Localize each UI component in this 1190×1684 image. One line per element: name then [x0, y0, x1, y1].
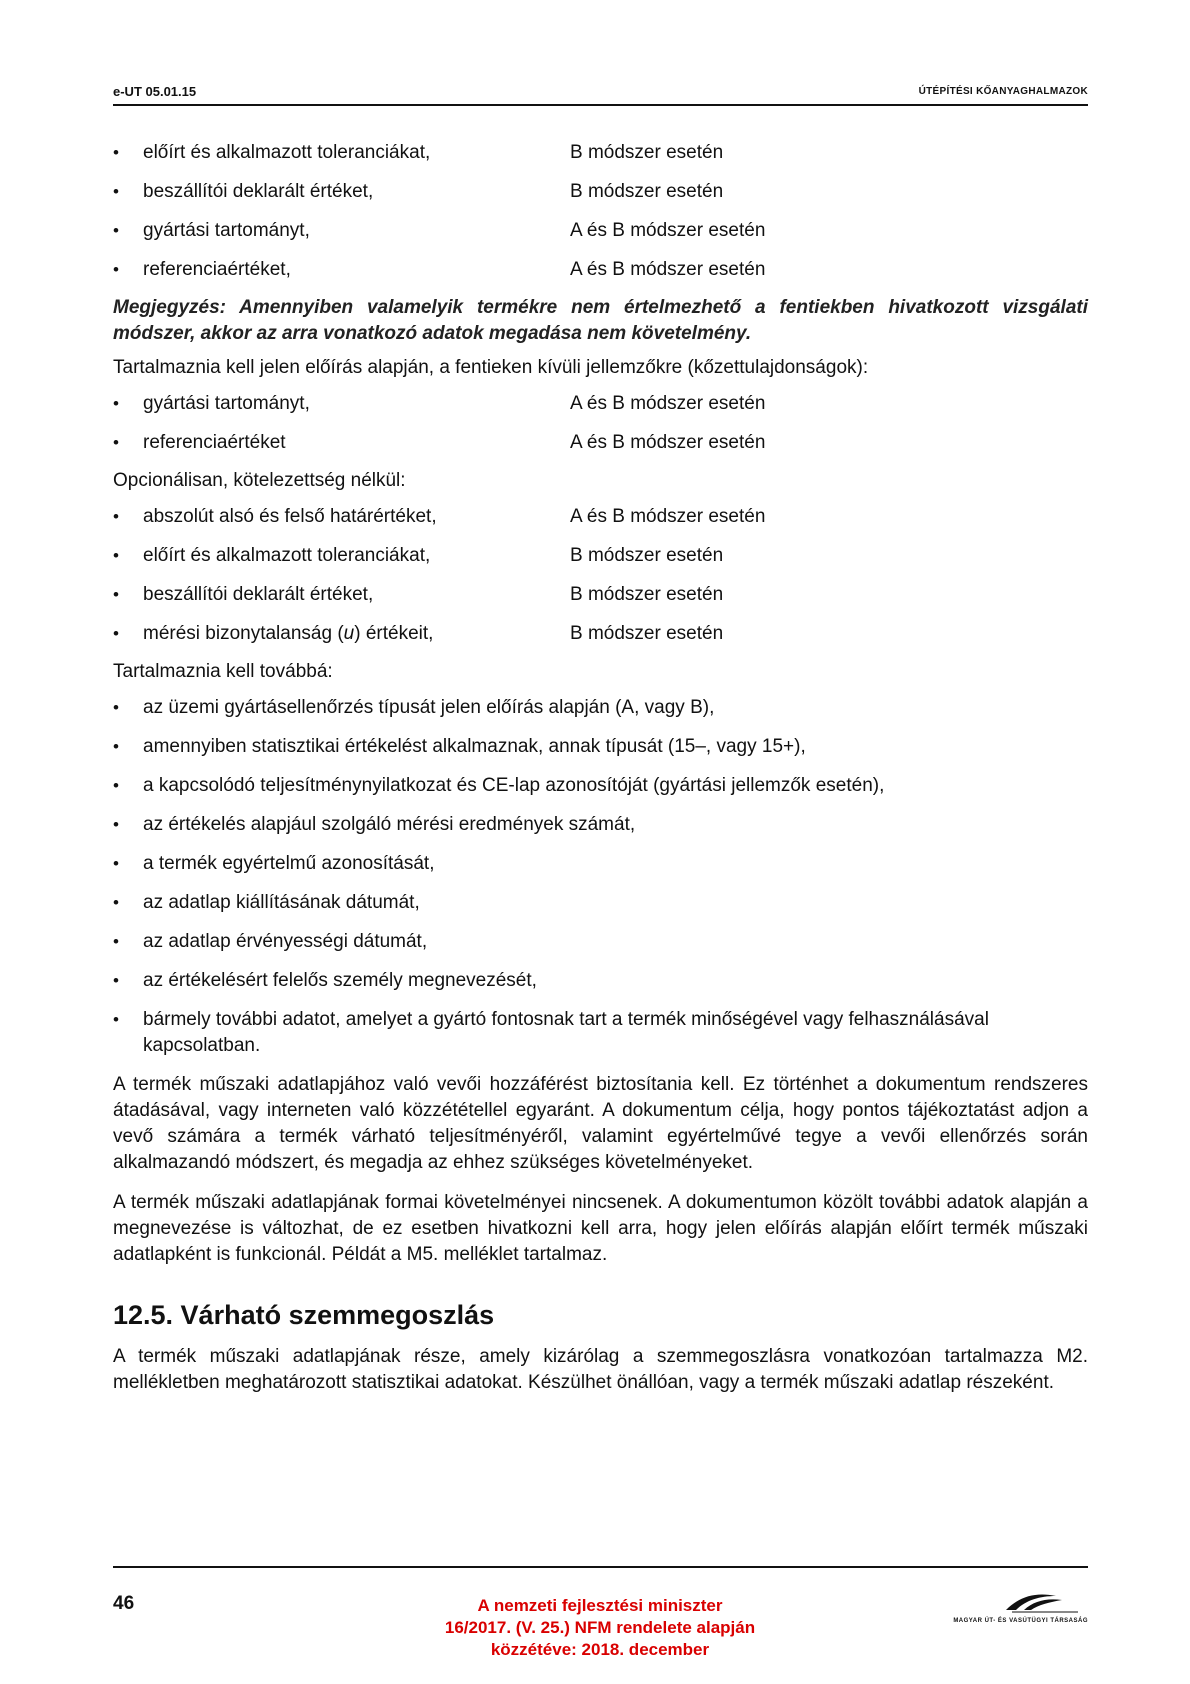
society-logo [928, 1590, 1088, 1624]
bullet-icon: • [113, 854, 119, 873]
document-title: ÚTÉPÍTÉSI KŐANYAGHALMAZOK [918, 86, 1088, 97]
bullet-icon: • [113, 737, 119, 756]
bullet-icon: • [113, 260, 119, 279]
requirements-list [113, 695, 1088, 1059]
bullet-icon: • [113, 776, 119, 795]
bullet-icon: • [113, 546, 119, 565]
further-paragraph: Tartalmaznia kell továbbá: [113, 661, 333, 682]
list-item: • bármely további adatot, amelyet a gyártó fontosnak tart a termék minőségével vagy felhasználásával kapcsolatban. [113, 1009, 989, 1056]
bullet-icon: • [113, 932, 119, 951]
bullet-icon: • [113, 585, 119, 604]
format-paragraph: A termék műszaki adatlapjának formai követelményei nincsenek. A dokumentumon közölt további adatok alapján a megnevezése is változhat, de ez esetben hivatkozni kell arra, hogy jelen előírás alapján előírt termék műszaki adatlapként is funkcionál. Példát a M5. melléklet tartalmaz. [113, 1192, 1088, 1265]
list-item: • beszállítói deklarált értéket, B módszer esetén [113, 582, 1088, 621]
method-list-a [113, 140, 1088, 295]
access-paragraph: A termék műszaki adatlapjához való vevői hozzáférést biztosítania kell. Ez történhet a dokumentum rendszeres átadásával, vagy interneten való közzététellel egyaránt. A dokumentum célja, hogy pontos tájékoztatást adjon a vevő számára a termék várható teljesítményéről, valamint egyértelművé tegye a vevői ellenőrzés során alkalmazandó módszert, és megadja az ehhez szükséges követelményeket. [113, 1074, 1088, 1173]
list-item: • referenciaértéket, A és B módszer esetén [113, 257, 1088, 295]
bullet-icon: • [113, 893, 119, 912]
page-content [113, 140, 1088, 1410]
method-list-c [113, 504, 1088, 659]
bullet-icon: • [113, 971, 119, 990]
bullet-icon: • [113, 507, 119, 526]
list-item: • az adatlap érvényességi dátumát, [113, 929, 1088, 955]
road-swoosh-icon [928, 1590, 1088, 1616]
logo-text: MAGYAR ÚT- ÉS VASÚTÜGYI TÁRSASÁG [953, 1618, 1088, 1624]
list-item: • az értékelésért felelős személy megnevezését, [113, 968, 1088, 994]
list-item: • az üzemi gyártásellenőrzés típusát jelen előírás alapján (A, vagy B), [113, 695, 1088, 721]
list-item: • abszolút alsó és felső határértéket, A és B módszer esetén [113, 504, 1088, 543]
page-header [113, 84, 1088, 106]
list-item: • referenciaértéket A és B módszer esetén [113, 430, 1088, 468]
section-heading: 12.5. Várható szemmegoszlás [113, 1300, 495, 1330]
list-item: • a kapcsolódó teljesítménynyilatkozat és CE-lap azonosítóját (gyártási jellemzők esetén), [113, 773, 1088, 799]
note-paragraph: Megjegyzés: Amennyiben valamelyik termékre nem értelmezhető a fentiekben hivatkozott vizsgálati módszer, akkor az arra vonatkozó adatok megadása nem követelmény. [113, 297, 1088, 344]
bullet-icon: • [113, 624, 119, 643]
bullet-icon: • [113, 221, 119, 240]
section-body: A termék műszaki adatlapjának része, amely kizárólag a szemmegoszlásra vonatkozóan tartalmazza M2. mellékletben meghatározott statisztikai adatokat. Készülhet önállóan, vagy a termék műszaki adatlap részeként. [113, 1346, 1088, 1393]
list-item: • előírt és alkalmazott toleranciákat, B módszer esetén [113, 140, 1088, 179]
bullet-icon: • [113, 1010, 119, 1029]
bullet-icon: • [113, 182, 119, 201]
list-item: • beszállítói deklarált értéket, B módszer esetén [113, 179, 1088, 218]
list-item: • a termék egyértelmű azonosítását, [113, 851, 1088, 877]
optional-paragraph: Opcionálisan, kötelezettség nélkül: [113, 470, 406, 491]
list-item: • amennyiben statisztikai értékelést alkalmaznak, annak típusát (15–, vagy 15+), [113, 734, 1088, 760]
page-number: 46 [113, 1593, 135, 1614]
list-item: • az értékelés alapjául szolgáló mérési eredmények számát, [113, 812, 1088, 838]
list-item: • gyártási tartományt, A és B módszer esetén [113, 218, 1088, 257]
bullet-icon: • [113, 698, 119, 717]
document-code: e-UT 05.01.15 [113, 84, 197, 99]
list-item: • előírt és alkalmazott toleranciákat, B módszer esetén [113, 543, 1088, 582]
publication-note: A nemzeti fejlesztési miniszter 16/2017. (V. 25.) NFM rendelete alapján közzétéve: 2018. december [444, 1596, 756, 1659]
footer-divider [113, 1566, 1088, 1568]
bullet-icon: • [113, 143, 119, 162]
bullet-icon: • [113, 433, 119, 452]
list-item: • gyártási tartományt, A és B módszer esetén [113, 391, 1088, 430]
bullet-icon: • [113, 394, 119, 413]
method-list-b [113, 391, 1088, 468]
list-item: • mérési bizonytalanság (u) értékeit, B módszer esetén [113, 621, 1088, 659]
contains-paragraph: Tartalmaznia kell jelen előírás alapján, a fentieken kívüli jellemzőkre (kőzettulajdonságok): [113, 357, 869, 378]
list-item: • az adatlap kiállításának dátumát, [113, 890, 1088, 916]
bullet-icon: • [113, 815, 119, 834]
